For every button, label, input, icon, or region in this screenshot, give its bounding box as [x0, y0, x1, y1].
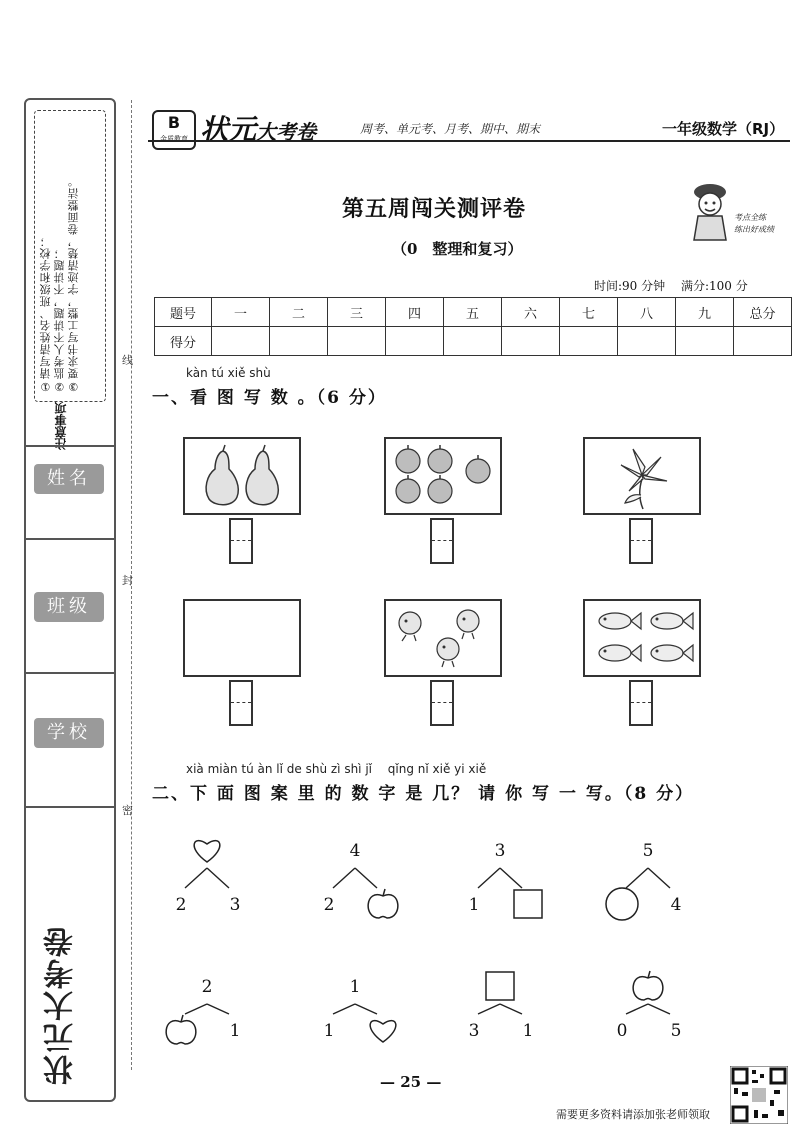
tree-number: 1 [349, 977, 361, 997]
tree-branch-left [626, 868, 648, 888]
logo-sub: 金质教育 [160, 135, 188, 143]
tree-branch-left [626, 1004, 648, 1014]
section2-title: 二、下 面 图 案 里 的 数 字 是 几？ 请 你 写 一 写。（8 分） [152, 784, 695, 804]
mascot-icon [686, 180, 734, 246]
tree-number: 1 [522, 1021, 534, 1041]
slogan-line-2: 练出好成绩 [734, 225, 774, 234]
sidebar-divider [26, 672, 114, 674]
score-header-cell: 一 [212, 298, 270, 327]
picture-box-fish [583, 599, 701, 677]
score-header-cell: 二 [270, 298, 328, 327]
tree-number: 2 [175, 895, 187, 915]
score-row-label: 得分 [155, 327, 212, 356]
tree-number: 4 [349, 841, 361, 861]
footer-note: 需要更多资料请添加张老师领取 [556, 1108, 710, 1121]
pear-icon [185, 439, 299, 513]
score-table-score-row [155, 327, 792, 356]
score-cell[interactable] [212, 327, 270, 356]
notes-title: 注意事项 [54, 402, 68, 450]
tree-number: 2 [323, 895, 335, 915]
apple-shape [633, 977, 663, 1000]
publisher-logo [152, 110, 196, 150]
tree-branch-right [648, 868, 670, 888]
score-cell[interactable] [328, 327, 386, 356]
slogan-line-1: 考点全练 [734, 213, 766, 222]
square-shape [514, 890, 542, 918]
slogan [734, 212, 774, 236]
apple-icon [386, 439, 500, 513]
tree-branch-left [185, 868, 207, 888]
sidebar-brand-logo: 状元大考卷 [44, 925, 79, 1085]
section1-title: 一、看 图 写 数 。（6 分） [152, 388, 387, 408]
circle-shape [606, 888, 638, 920]
logo-letter: B [167, 113, 181, 132]
picture-box-pears [183, 437, 301, 515]
page-subtitle: （0 整理和复习） [392, 240, 523, 258]
score-cell[interactable] [676, 327, 734, 356]
score-header-cell: 六 [502, 298, 560, 327]
number-trees [0, 820, 800, 1070]
notes-box [34, 110, 106, 402]
answer-box[interactable] [430, 518, 454, 564]
note-3: ③要求书写工整，字迹清楚，卷面整洁。 [67, 175, 80, 393]
sidebar-divider [26, 806, 114, 808]
score-header-cell: 总分 [734, 298, 792, 327]
picture-box-flower [583, 437, 701, 515]
brand-sub: 大考卷 [256, 120, 317, 144]
tree-number: 0 [616, 1021, 628, 1041]
notes-text [35, 111, 105, 401]
score-header-cell: 五 [444, 298, 502, 327]
sidebar-divider [26, 445, 114, 447]
tree-number: 2 [201, 977, 213, 997]
score-header-cell: 四 [386, 298, 444, 327]
tree-number: 1 [323, 1021, 335, 1041]
picture-box-empty [183, 599, 301, 677]
page-number: — 25 — [380, 1073, 442, 1091]
section1-pinyin: kàn tú xiě shù [186, 366, 271, 380]
brand-main: 状元 [200, 113, 257, 146]
tree-branch-right [207, 1004, 229, 1014]
heart-shape [370, 1021, 396, 1042]
score-header-cell: 八 [618, 298, 676, 327]
time-and-score-info: 时间:90 分钟 满分:100 分 [594, 279, 748, 293]
qr-code-icon [730, 1066, 788, 1124]
tree-branch-left [333, 868, 355, 888]
answer-box[interactable] [229, 518, 253, 564]
score-table [154, 297, 792, 356]
school-field-label: 学校 [34, 718, 104, 748]
brand-title [200, 108, 316, 148]
tree-branch-right [355, 1004, 377, 1014]
score-table-header-row [155, 298, 792, 327]
section2-pinyin: xià miàn tú àn lǐ de shù zì shì jǐ qǐng nǐ xiě yi xiě [186, 762, 487, 776]
tree-number: 1 [229, 1021, 241, 1041]
heart-shape [194, 841, 220, 862]
header-rule [148, 140, 790, 142]
score-header-cell: 七 [560, 298, 618, 327]
tree-branch-right [500, 1004, 522, 1014]
tree-number: 4 [670, 895, 682, 915]
square-shape [486, 972, 514, 1000]
score-cell[interactable] [618, 327, 676, 356]
answer-box[interactable] [629, 518, 653, 564]
tree-number: 1 [468, 895, 480, 915]
tree-branch-right [500, 868, 522, 888]
seal-char-seal: 封 [122, 574, 133, 587]
fish-icon [585, 601, 699, 675]
apple-shape [368, 895, 398, 918]
tree-number: 3 [494, 841, 506, 861]
name-field-label: 姓名 [34, 464, 104, 494]
answer-box[interactable] [229, 680, 253, 726]
lily-flower-icon [585, 439, 699, 513]
tree-branch-right [355, 868, 377, 888]
score-header-cell: 三 [328, 298, 386, 327]
chick-icon [386, 601, 500, 675]
picture-box-chicks [384, 599, 502, 677]
apple-shape [166, 1021, 196, 1044]
score-cell[interactable] [734, 327, 792, 356]
exam-tagline: 周考、单元考、月考、期中、期末 [360, 122, 541, 136]
tree-branch-left [478, 868, 500, 888]
score-cell[interactable] [386, 327, 444, 356]
tree-branch-right [648, 1004, 670, 1014]
seal-char-line: 线 [122, 354, 133, 367]
tree-number: 5 [642, 841, 654, 861]
tree-number: 3 [468, 1021, 480, 1041]
score-header-cell: 题号 [155, 298, 212, 327]
score-cell[interactable] [270, 327, 328, 356]
note-2: ②监考人不讲题，不讲题； [53, 247, 66, 393]
score-cell[interactable] [502, 327, 560, 356]
score-cell[interactable] [560, 327, 618, 356]
score-header-cell: 九 [676, 298, 734, 327]
tree-number: 3 [229, 895, 241, 915]
score-cell[interactable] [444, 327, 502, 356]
page-title: 第五周闯关测评卷 [342, 196, 527, 222]
note-1: ①请写清姓名、班级和学校； [39, 235, 52, 393]
answer-box[interactable] [629, 680, 653, 726]
tree-branch-left [185, 1004, 207, 1014]
picture-box-apples [384, 437, 502, 515]
tree-branch-right [207, 868, 229, 888]
class-field-label: 班级 [34, 592, 104, 622]
sidebar-divider [26, 538, 114, 540]
subject-label: 一年级数学（RJ） [662, 120, 785, 138]
tree-branch-left [333, 1004, 355, 1014]
seal-char-secret: 密 [122, 804, 133, 817]
tree-branch-left [478, 1004, 500, 1014]
answer-box[interactable] [430, 680, 454, 726]
tree-number: 5 [670, 1021, 682, 1041]
